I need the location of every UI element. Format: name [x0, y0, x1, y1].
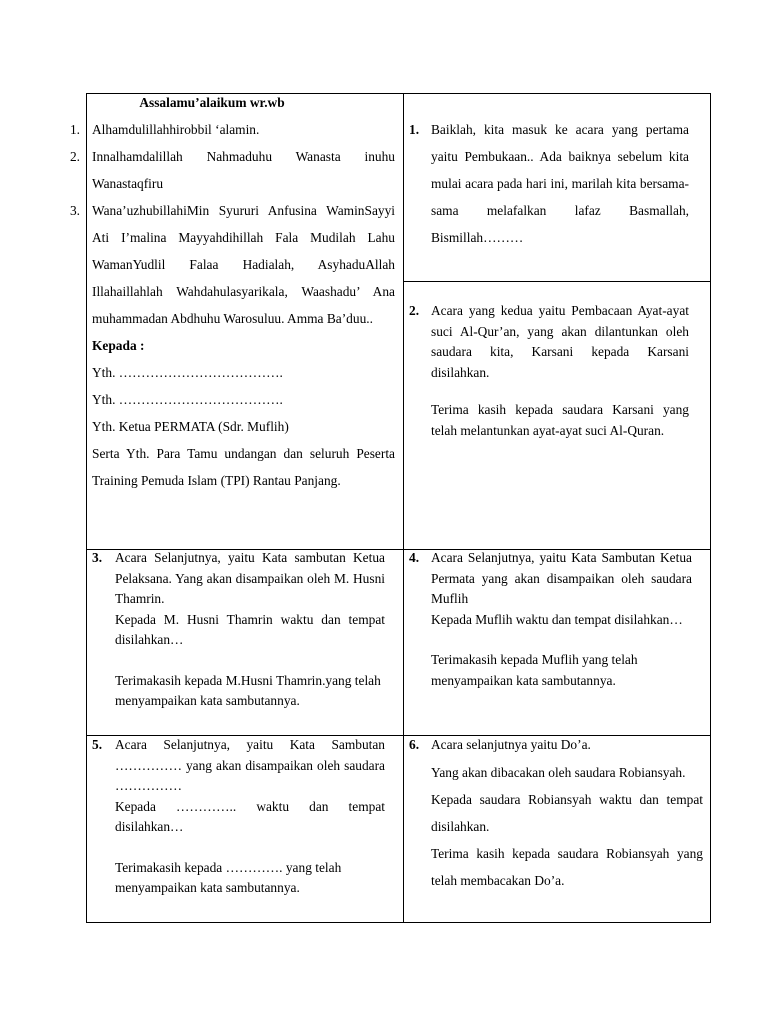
opening-closing: Serta Yth. Para Tamu undangan dan seluruh Peserta Training Pemuda Islam (TPI) Rantau Panjang.: [92, 446, 395, 488]
opening-cell: [92, 93, 395, 494]
acara-6-p2: Yang akan dibacakan oleh saudara Robiansyah.: [431, 764, 686, 780]
yth-line-3: Yth. Ketua PERMATA (Sdr. Muflih): [92, 419, 289, 434]
acara-6-p3: Kepada saudara Robiansyah waktu dan tempat disilahkan.: [431, 791, 703, 834]
opening-item-1: Alhamdulillahhirobbil ‘alamin.: [92, 122, 260, 137]
kepada-label: Kepada :: [92, 338, 145, 353]
greeting-heading: Assalamu’alaikum wr.wb: [139, 95, 285, 110]
table-border-right: [710, 93, 711, 923]
acara-6-cell: [431, 735, 703, 894]
opening-number-2: 2.: [69, 149, 80, 164]
acara-5-invite: Kepada ………….. waktu dan tempat disilahkan…: [115, 798, 385, 834]
acara-2-number: 2.: [409, 303, 420, 318]
acara-4-thanks: Terimakasih kepada Muflih yang telah menyampaikan kata sambutannya.: [431, 652, 638, 688]
acara-2-thanks: Terima kasih kepada saudara Karsani yang telah melantunkan ayat-ayat suci Al-Quran.: [431, 402, 689, 438]
acara-5-spacer: [115, 838, 385, 858]
acara-2-text: Acara yang kedua yaitu Pembacaan Ayat-ayat suci Al-Qur’an, yang akan dilantunkan oleh saudara kita, Karsani kepada Karsani disilahkan.: [431, 303, 689, 380]
opening-number-3: 3.: [69, 203, 80, 218]
acara-4-text: Acara Selanjutnya, yaitu Kata Sambutan Ketua Permata yang akan disampaikan oleh saudara Muflih: [431, 550, 692, 606]
acara-5-cell: [115, 735, 385, 899]
acara-3-text: Acara Selanjutnya, yaitu Kata sambutan Ketua Pelaksana. Yang akan disampaikan oleh M. Husni Thamrin.: [115, 550, 385, 606]
opening-number-1: 1.: [69, 122, 80, 137]
acara-5-number: 5.: [92, 737, 103, 752]
column-divider: [403, 93, 404, 923]
acara-3-number: 3.: [92, 550, 103, 565]
opening-item-3: Wana’uzhubillahiMin Syururi Anfusina WaminSayyi Ati I’malina Mayyahdihillah Fala Mudilah Lahu WamanYudlil Falaa Hadialah, AsyhaduAllah Illahaillahlah Wahdahulasyarikala, Waashadu’ Ana muhammadan Abdhuhu Warosuluu. Amma Ba’duu..: [92, 203, 395, 326]
acara-3-spacer: [115, 651, 385, 671]
acara-5-text: Acara Selanjutnya, yaitu Kata Sambutan …………… yang akan disampaikan oleh saudara ……………: [115, 737, 385, 793]
acara-6-number: 6.: [409, 737, 420, 752]
row-divider-right-1: [403, 281, 711, 282]
opening-item-2: Innalhamdalillah Nahmaduhu Wanasta inuhu Wanastaqfiru: [92, 149, 395, 191]
acara-3-thanks: Terimakasih kepada M.Husni Thamrin.yang telah menyampaikan kata sambutannya.: [115, 672, 381, 708]
acara-3-invite: Kepada M. Husni Thamrin waktu dan tempat disilahkan…: [115, 611, 385, 647]
yth-line-1: Yth. ……………………………….: [92, 365, 283, 380]
acara-4-cell: [431, 548, 692, 691]
acara-1-number: 1.: [409, 122, 420, 137]
acara-2-cell: [431, 301, 689, 441]
table-border-left: [86, 93, 87, 923]
acara-4-spacer: [431, 630, 692, 650]
acara-6-text: Acara selanjutnya yaitu Do’a.: [431, 737, 591, 752]
table-border-bottom: [86, 922, 711, 923]
yth-line-2: Yth. ……………………………….: [92, 392, 283, 407]
acara-1-text: Baiklah, kita masuk ke acara yang pertama yaitu Pembukaan.. Ada baiknya sebelum kita mulai acara pada hari ini, marilah kita bersama-sama melafalkan lafaz Basmallah, Bismillah………: [431, 122, 689, 245]
acara-6-thanks: Terima kasih kepada saudara Robiansyah yang telah membacakan Do’a.: [431, 845, 703, 888]
acara-4-invite: Kepada Muflih waktu dan tempat disilahkan…: [431, 611, 683, 627]
acara-4-number: 4.: [409, 550, 420, 565]
acara-5-thanks: Terimakasih kepada …………. yang telah menyampaikan kata sambutannya.: [115, 859, 342, 895]
acara-3-cell: [115, 548, 385, 712]
acara-2-spacer: [431, 383, 689, 400]
